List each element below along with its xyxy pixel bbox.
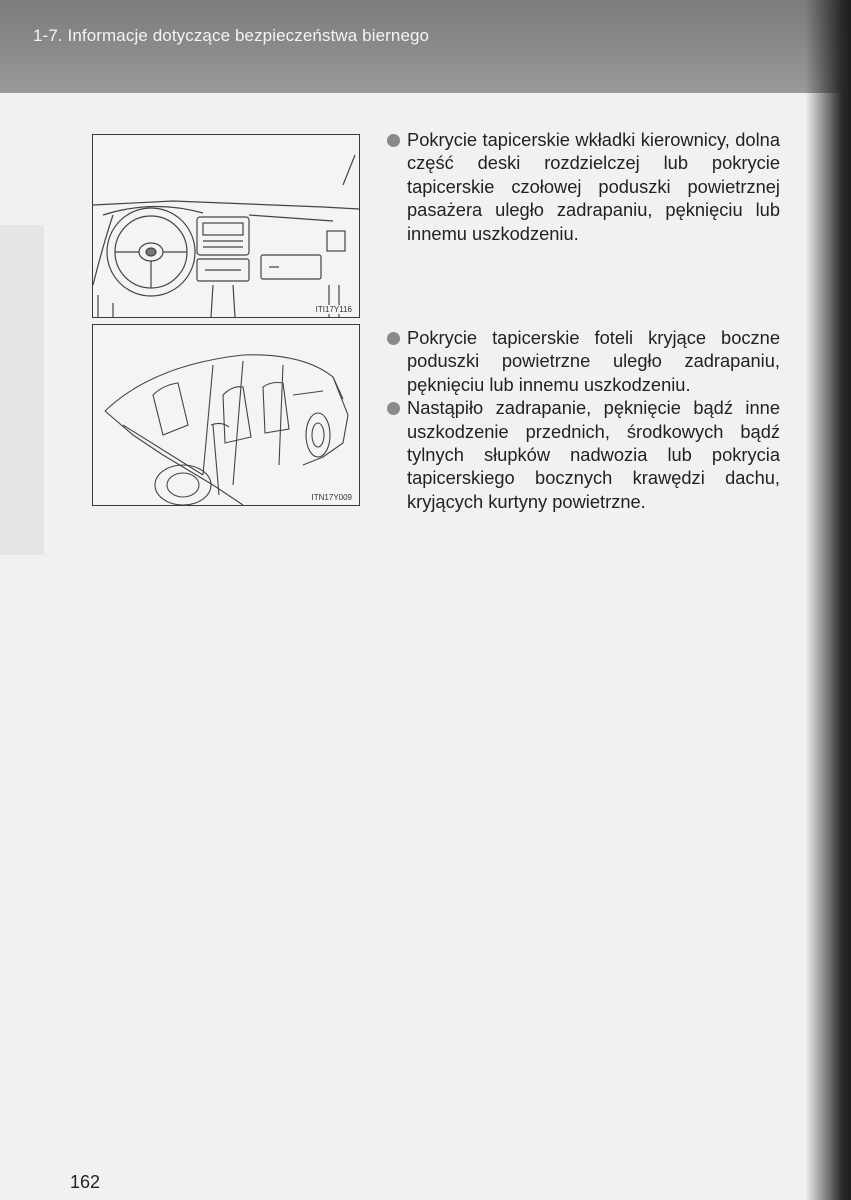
chapter-tab-shading: [0, 225, 44, 555]
list-item: [387, 128, 780, 245]
sedan-airbag-illustration: [92, 324, 360, 506]
bullet-list-1: [387, 128, 780, 245]
page-number: 162: [70, 1172, 101, 1192]
dashboard-drawing: [93, 135, 359, 317]
figure-code: ITI17Y116: [315, 305, 352, 314]
section-title: 1-7. Informacje dotyczące bezpieczeństwa biernego: [33, 26, 430, 45]
list-item: [387, 326, 780, 396]
figure-code: ITN17Y009: [311, 493, 352, 502]
list-item-text: Nastąpiło zadrapanie, pęknięcie bądź inne uszkodzenie przednich, środkowych bądź tylnych słupków nadwozia lub pokrycia tapicerskiego bocznych krawędzi dachu, kryjących kurtyny powietrzne.: [407, 397, 780, 512]
dashboard-illustration: [92, 134, 360, 318]
bullet-icon: [387, 134, 400, 147]
bullet-icon: [387, 332, 400, 345]
list-item: [387, 396, 780, 513]
sedan-drawing: [93, 325, 359, 505]
bullet-list-2: [387, 326, 780, 513]
list-item-text: Pokrycie tapicerskie foteli kryjące boczne poduszki powietrzne uległo zadrapaniu, pęknięciu lub innemu uszkodzeniu.: [407, 327, 780, 395]
page-binding-shadow: [805, 0, 851, 1200]
header-band: [0, 0, 851, 93]
bullet-icon: [387, 402, 400, 415]
list-item-text: Pokrycie tapicerskie wkładki kierownicy, dolna część deski rozdzielczej lub pokrycie tapicerskie czołowej poduszki powietrznej pasażera uległo zadrapaniu, pęknięciu lub innemu uszkodzeniu.: [407, 129, 780, 244]
